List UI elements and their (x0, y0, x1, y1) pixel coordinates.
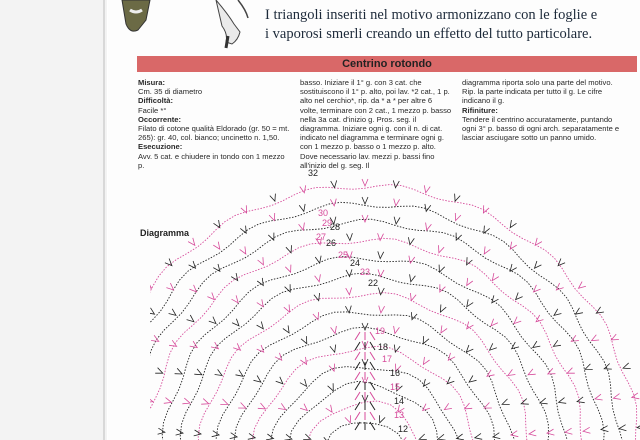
chain-ring (289, 381, 438, 440)
stitch-mark (467, 278, 473, 286)
intro-line-2: i vaporosi smerli creando un effetto del tutto particolare. (265, 26, 593, 42)
stitch-mark (362, 323, 368, 330)
chain-ring (198, 293, 528, 440)
stitch-mark (164, 398, 172, 404)
row-number-label: 15 (390, 382, 401, 392)
stitch-mark (455, 213, 461, 221)
row-number-label: 27 (316, 232, 327, 242)
stitch-mark (268, 233, 274, 241)
stitch-mark (556, 283, 563, 290)
stitch-mark (469, 376, 476, 383)
stitch-mark (150, 282, 152, 289)
stitch-column (355, 342, 375, 350)
stitch-mark (424, 185, 430, 193)
stitch-mark (623, 363, 631, 369)
stitch-mark (419, 434, 427, 440)
stitch-mark (285, 284, 291, 292)
section-header (137, 56, 637, 72)
stitch-column (355, 352, 375, 360)
stitch-mark (284, 305, 290, 313)
stitch-mark (514, 317, 521, 324)
stitch-mark (576, 308, 583, 314)
stitch-mark (269, 213, 275, 221)
stitch-mark (240, 246, 246, 254)
row-number-label: 24 (350, 258, 361, 268)
occorrente-text: Filato di cotone qualità Eldorado (gr. 50 = mt. 265): gr. 40, col. bianco; uncinetto n. 1,50. (138, 124, 290, 143)
stitch-column (355, 402, 375, 410)
stitch-mark (502, 399, 510, 405)
row-number-label: 12 (398, 424, 409, 434)
stitch-mark (362, 197, 368, 204)
stitch-mark (214, 220, 220, 228)
rifiniture-label: Rifiniture: (462, 105, 498, 115)
stitch-mark (166, 283, 173, 290)
stitch-mark (150, 308, 155, 314)
stitch-mark (613, 394, 621, 400)
stitch-mark (151, 335, 159, 341)
misura-text: Cm. 35 di diametro (138, 87, 203, 97)
intro-text (265, 6, 635, 44)
stitch-mark (411, 312, 417, 320)
stitch-mark (484, 403, 492, 409)
stitch-mark (466, 345, 473, 352)
stitch-mark (441, 325, 447, 333)
stitch-mark (535, 238, 542, 245)
stitch-mark (190, 341, 198, 347)
stitch-mark (212, 431, 219, 437)
stitch-mark (601, 426, 608, 432)
stitch-mark (444, 403, 452, 409)
stitch-mark (315, 256, 321, 263)
stitch-mark (511, 431, 518, 437)
stitch-mark (394, 345, 400, 353)
stitch-mark (378, 251, 384, 258)
row-number-label: 16 (390, 368, 401, 378)
row-number-label: 17 (382, 354, 393, 364)
stitch-mark (300, 404, 307, 411)
misura-label: Misura: (138, 78, 166, 87)
stitch-mark (257, 345, 264, 352)
stitch-mark (315, 274, 321, 282)
stitch-mark (278, 403, 286, 409)
stitch-mark (554, 309, 561, 316)
stitch-column (355, 372, 375, 380)
column-2-text: basso. Iniziare il 1° g. con 3 cat. che sostituiscono il 1° p. alto, poi lav. *2 cat., 1 p. alto nel cerchio*, rip. da * a * per altre 6 volte, terminare con 2 cat., 1 mezzo p. basso nella 3a cat. d'inizio g. Pros. seg. il diagramma. Iniziare ogni g. con il n. di cat. indicato nel diagramma e terminare ogni g. con 1 mezzo p. basso o 1 mezzo p. alto. Dove necessario lav. mezzi p. bassi fino all'inizio del g. seg. Il (300, 78, 452, 170)
stitch-mark (194, 369, 202, 375)
row-number-label: 32 (308, 168, 319, 178)
stitch-mark (300, 185, 306, 193)
stitch-mark (165, 259, 172, 266)
stitch-mark (233, 343, 240, 350)
stitch-mark (553, 340, 561, 346)
stitch-mark (409, 256, 415, 263)
stitch-column (355, 392, 375, 400)
stitch-mark (209, 317, 216, 324)
stitch-mark (595, 394, 603, 400)
stitch-mark (254, 376, 261, 383)
stitch-mark (455, 194, 461, 202)
row-number-label: 19 (375, 326, 386, 336)
stitch-mark (426, 223, 432, 231)
stitch-mark (540, 398, 548, 404)
chain-ring (216, 312, 515, 440)
stitch-mark (201, 399, 209, 405)
stitch-mark (484, 226, 490, 234)
stitch-mark (585, 364, 593, 370)
instructions-column-2 (300, 78, 452, 170)
stitch-mark (410, 274, 416, 282)
stitch-mark (176, 429, 183, 435)
stitch-mark (213, 242, 220, 250)
chain-ring (325, 423, 409, 440)
stitch-mark (521, 399, 529, 405)
stitch-mark (378, 233, 384, 240)
stitch-mark (577, 397, 585, 403)
difficolta-text: Facile *° (138, 105, 167, 115)
row-number-label: 18 (378, 342, 389, 352)
stitch-mark (182, 398, 190, 404)
stitch-column (355, 412, 375, 420)
row-number-label: 26 (326, 238, 337, 248)
stitch-mark (423, 404, 430, 411)
stitch-mark (379, 306, 385, 313)
stitch-mark (331, 326, 337, 334)
stitch-mark (330, 345, 336, 353)
stitch-mark (169, 309, 176, 316)
stitch-mark (559, 398, 567, 404)
stitch-mark (467, 322, 474, 329)
stitch-mark (394, 199, 400, 206)
stitch-mark (275, 353, 282, 360)
stitch-mark (490, 343, 497, 350)
illustration-figure (116, 0, 256, 50)
stitch-mark (465, 403, 473, 409)
stitch-mark (270, 194, 276, 202)
stitch-mark (457, 434, 465, 440)
stitch-mark (484, 246, 490, 254)
stitch-mark (347, 233, 353, 240)
stitch-mark (611, 334, 619, 340)
stitch-mark (286, 245, 292, 253)
stitch-mark (510, 264, 517, 271)
stitch-column (355, 332, 375, 340)
stitch-mark (583, 427, 590, 433)
stitch-mark (207, 293, 214, 300)
stitch-mark (300, 357, 306, 365)
stitch-mark (258, 403, 266, 409)
intro-line-1: I triangoli inseriti nel motivo armonizzano con le foglie e (265, 7, 598, 23)
stitch-mark (257, 299, 263, 306)
stitch-mark (492, 273, 499, 281)
stitch-mark (215, 369, 223, 375)
row-number-label: 28 (330, 222, 341, 232)
stitch-mark (189, 285, 196, 292)
stitch-mark (220, 399, 228, 405)
rifiniture-text: Tendere il centrino accuratamente, puntando ogni 3° p. basso di ogni arch. separatamente e lasciar asciugare sotto un panno umido. (462, 114, 620, 143)
section-title: Centrino rotondo (342, 58, 432, 70)
stitch-mark (189, 261, 196, 268)
stitch-mark (276, 377, 283, 384)
stitch-mark (438, 434, 446, 440)
stitch-mark (528, 369, 536, 375)
stitch-mark (393, 180, 399, 187)
row-number-label: 25 (338, 250, 349, 260)
row-number-label: 23 (360, 267, 371, 277)
stitch-mark (410, 293, 416, 301)
stitch-mark (571, 335, 579, 341)
stitch-mark (492, 295, 499, 302)
difficolta-label: Difficoltà: (138, 96, 174, 106)
stitch-mark (194, 430, 201, 436)
stitch-mark (236, 370, 244, 377)
crochet-diagram (150, 160, 640, 440)
stitch-mark (238, 403, 246, 409)
row-number-label: 30 (318, 208, 329, 218)
stitch-mark (299, 204, 305, 212)
instructions-column-1 (138, 78, 293, 170)
stitch-mark (326, 405, 332, 412)
stitch-mark (423, 336, 429, 344)
stitch-mark (285, 265, 291, 273)
stitch-mark (345, 415, 351, 423)
stitch-mark (328, 383, 334, 391)
row-number-label: 22 (368, 278, 379, 288)
stitch-mark (150, 397, 153, 403)
stitch-mark (510, 220, 516, 228)
stitch-mark (592, 335, 600, 341)
stitch-mark (567, 368, 575, 374)
stitch-mark (330, 199, 336, 206)
stitch-mark (362, 215, 368, 222)
stitch-mark (439, 265, 445, 273)
stitch-mark (378, 288, 384, 295)
stitch-mark (529, 430, 536, 436)
occorrente-label: Occorrente: (138, 114, 182, 124)
stitch-mark (423, 357, 429, 365)
stitch-mark (232, 295, 239, 302)
stitch-mark (175, 368, 183, 374)
stitch-mark (632, 393, 640, 399)
row-number-label: 29 (322, 218, 333, 228)
stitch-mark (313, 312, 319, 320)
stitch-mark (579, 282, 586, 289)
stitch-mark (187, 315, 194, 322)
stitch-mark (565, 428, 572, 434)
esecuzione-label: Esecuzione: (138, 142, 183, 152)
row-numbers (308, 168, 408, 434)
stitch-mark (331, 180, 337, 187)
stitch-mark (230, 433, 237, 439)
stitch-mark (284, 434, 292, 440)
stitch-mark (535, 261, 542, 268)
row-number-label: 14 (394, 396, 405, 406)
stitch-mark (508, 369, 516, 375)
stitch-mark (439, 245, 445, 253)
stitch-mark (240, 226, 246, 234)
stitch-mark (301, 336, 307, 344)
stitch-mark (475, 433, 482, 439)
stitch-mark (248, 433, 255, 439)
stitch-mark (558, 259, 565, 266)
stitch-mark (155, 368, 163, 374)
stitch-mark (394, 217, 400, 224)
row-number-label: 13 (394, 410, 405, 420)
esecuzione-text: Avv. 5 cat. e chiudere in tondo con 1 mezzo p. (138, 151, 285, 170)
stitch-mark (257, 322, 264, 329)
stitch-mark (158, 428, 165, 434)
stitch-mark (362, 179, 368, 186)
diagram-label: Diagramma (140, 228, 190, 238)
stitch-mark (408, 237, 414, 244)
page-margin (0, 0, 107, 440)
stitch-mark (533, 341, 541, 347)
stitch-mark (619, 425, 626, 431)
chain-ring (162, 257, 569, 440)
stitch-mark (380, 415, 386, 423)
chain-ring (271, 367, 462, 440)
stitch-mark (491, 319, 498, 326)
stitch-mark (299, 223, 305, 231)
stitch-mark (300, 379, 307, 386)
stitch-mark (241, 205, 247, 213)
stitch-mark (188, 238, 195, 245)
stitch-mark (394, 326, 400, 334)
instructions-column-3 (462, 78, 622, 142)
stitch-mark (283, 325, 289, 333)
stitch-mark (346, 288, 352, 295)
column-3-text: diagramma riporta solo una parte del motivo. Rip. la parte indicata per tutto il g. Le cifre indicano il g. (462, 78, 613, 106)
stitch-mark (232, 319, 239, 326)
stitch-mark (448, 353, 455, 360)
stitch-mark (440, 305, 446, 313)
stitch-mark (447, 377, 454, 384)
stitch-mark (467, 299, 473, 306)
stitch-mark (258, 257, 264, 265)
stitch-mark (516, 293, 523, 300)
